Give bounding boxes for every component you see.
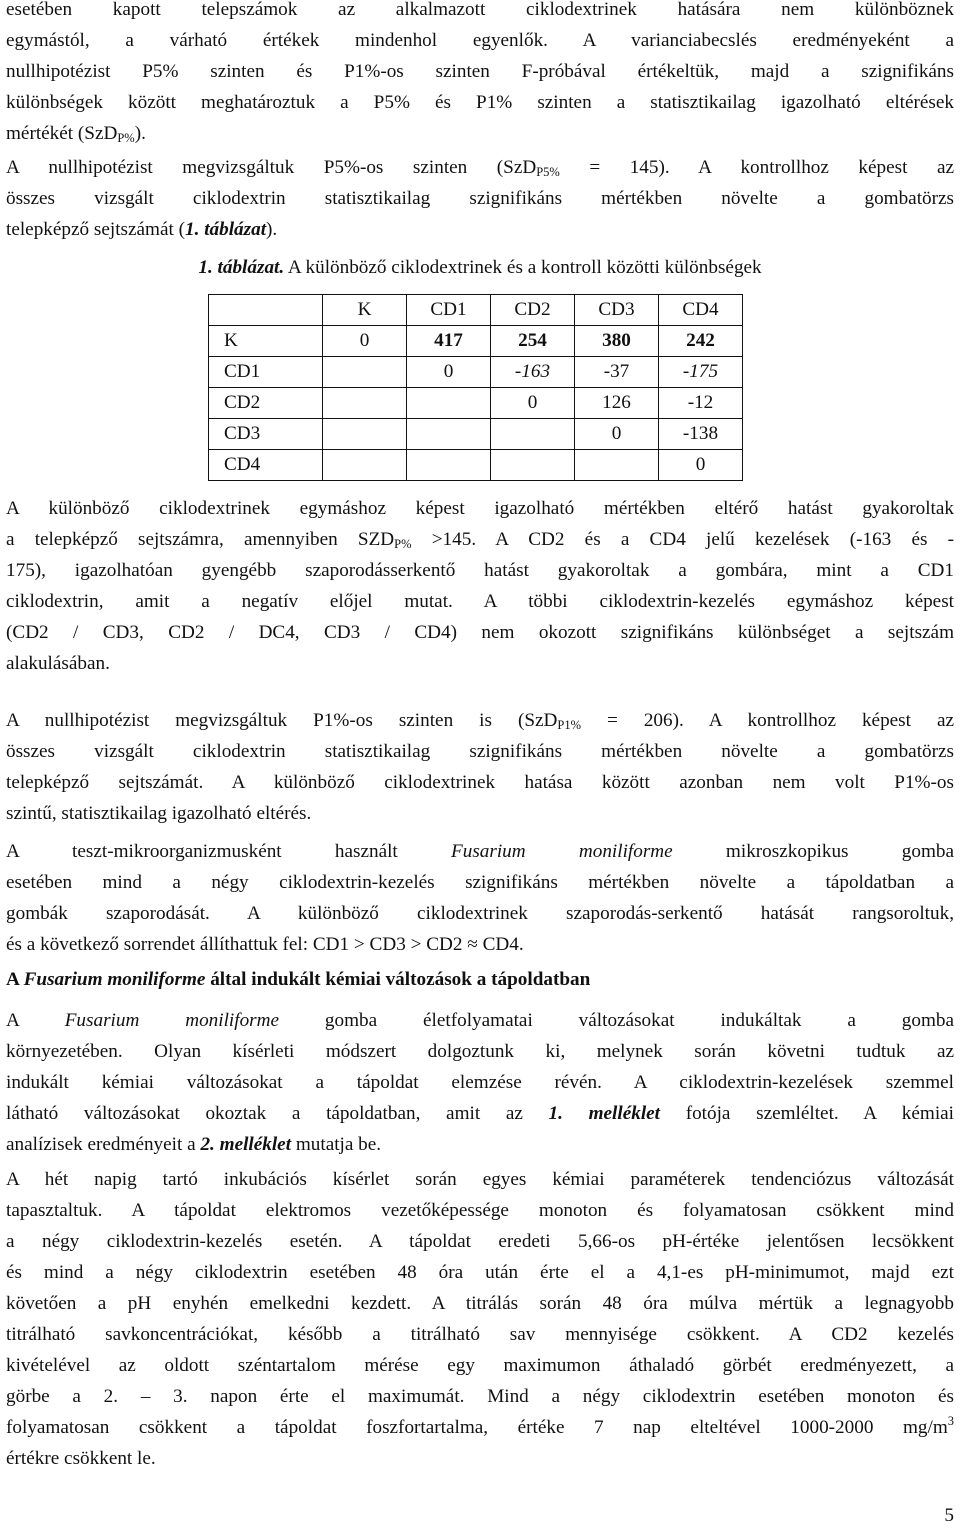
paragraph-p5-test <box>6 152 954 245</box>
superscript: 3 <box>947 1414 954 1428</box>
table-cell: -12 <box>659 388 743 419</box>
section-heading <box>6 964 954 995</box>
table-cell: -175 <box>659 357 743 388</box>
column-header: CD4 <box>659 295 743 326</box>
text-line <box>6 1412 954 1443</box>
table-cell <box>323 357 407 388</box>
paragraph-variance <box>6 0 954 149</box>
text-line <box>6 214 954 245</box>
table-row <box>209 419 743 450</box>
table-cell <box>323 419 407 450</box>
subscript: P1% <box>557 718 582 732</box>
text-line: szintű, statisztikailag igazolható eltérés. <box>6 803 312 824</box>
table-cell: 0 <box>323 326 407 357</box>
text-run: mutatja be. <box>291 1134 382 1155</box>
text-line: indukált kémiai változásokat a tápoldat elemzése révén. A ciklodextrin-kezelések szemmel <box>6 1072 954 1093</box>
column-header: CD1 <box>407 295 491 326</box>
text-run: analízisek eredményeit a <box>6 1134 201 1155</box>
text-line: esetében mind a négy ciklodextrin-kezelés szignifikáns mértékben növelte a tápoldatban a <box>6 872 954 893</box>
table-cell: 0 <box>659 450 743 481</box>
table-cell: -138 <box>659 419 743 450</box>
heading-line <box>6 964 954 995</box>
paragraph-fusarium-growth <box>6 836 954 960</box>
text-line: alakulásában. <box>6 653 110 674</box>
text-line: A hét napig tartó inkubációs kísérlet során egyes kémiai paraméterek tendenciózus változását <box>6 1169 954 1190</box>
row-header: CD1 <box>209 357 323 388</box>
text-run: A nullhipotézist megvizsgáltuk P1%-os szinten is (SzD <box>6 710 558 731</box>
text-run: folyamatosan csökkent a tápoldat foszfortartalma, értéke 7 nap elteltével 1000-2000 mg/m <box>6 1417 948 1438</box>
text-line: értékre csökkent le. <box>6 1448 156 1469</box>
text-run: ). <box>266 219 278 240</box>
text-run: = 206). A kontrollhoz képest az <box>581 710 954 731</box>
text-line: görbe a 2. – 3. napon érte el maximumát. Mind a négy ciklodextrin esetében monoton és <box>6 1386 954 1407</box>
table-cell: 417 <box>407 326 491 357</box>
text-run: ). <box>134 123 146 144</box>
table-cell <box>491 419 575 450</box>
text-line: a négy ciklodextrin-kezelés esetén. A tápoldat eredeti 5,66-os pH-értéke jelentősen lecsökkent <box>6 1231 954 1252</box>
text-run: = 145). A kontrollhoz képest az <box>559 157 955 178</box>
table-caption <box>6 252 954 283</box>
text-run: A teszt-mikroorganizmusként használt <box>6 841 451 862</box>
text-run: telepképző sejtszámát ( <box>6 219 186 240</box>
text-line: kivételével az oldott széntartalom mérése egy maximumon áthaladó görbét eredményezett, a <box>6 1355 954 1376</box>
table-cell <box>491 450 575 481</box>
subscript: P% <box>394 537 412 551</box>
table-cell: 126 <box>575 388 659 419</box>
text-line: A különböző ciklodextrinek egymáshoz képest igazolható mértékben eltérő hatást gyakoroltak <box>6 498 954 519</box>
table-reference: 1. táblázat <box>185 219 267 240</box>
text-line: összes vizsgált ciklodextrin statisztikailag szignifikáns mértékben növelte a gombatörzs <box>6 741 954 762</box>
difference-table <box>208 294 743 481</box>
text-run: mértékét (SzD <box>6 123 118 144</box>
text-line: egymástól, a várható értékek mindenhol egyenlők. A varianciabecslés eredményeként a <box>6 30 954 51</box>
table-cell <box>407 388 491 419</box>
table-cell: 380 <box>575 326 659 357</box>
text-line: 175), igazolhatóan gyengébb szaporodásserkentő hatást gyakoroltak a gombára, mint a CD1 <box>6 560 954 581</box>
text-line: környezetében. Olyan kísérleti módszert dolgoztunk ki, melynek során követni tudtuk az <box>6 1041 954 1062</box>
text-line: és mind a négy ciklodextrin esetében 48 óra után érte el a 4,1-es pH-minimumot, majd ezt <box>6 1262 954 1283</box>
species-name: Fusarium moniliforme <box>23 969 206 990</box>
text-run: gomba életfolyamatai változásokat indukáltak a gomba <box>279 1010 954 1031</box>
row-header: CD3 <box>209 419 323 450</box>
text-run: mikroszkopikus gomba <box>672 841 954 862</box>
text-line <box>6 524 954 555</box>
text-line: (CD2 / CD3, CD2 / DC4, CD3 / CD4) nem okozott szignifikáns különbséget a sejtszám <box>6 622 954 643</box>
text-line: gombák szaporodását. A különböző ciklodextrinek szaporodás-serkentő hatását rangsoroltuk, <box>6 903 954 924</box>
caption-text: A különböző ciklodextrinek és a kontroll közötti különbségek <box>284 257 762 278</box>
text-line: tapasztaltuk. A tápoldat elektromos vezetőképessége monoton és folyamatosan csökkent mind <box>6 1200 954 1221</box>
table-cell <box>407 419 491 450</box>
table-row <box>209 450 743 481</box>
text-line: telepképző sejtszámát. A különböző ciklodextrinek hatása között azonban nem volt P1%-os <box>6 772 954 793</box>
paragraph-incubation <box>6 1164 954 1474</box>
row-header: CD2 <box>209 388 323 419</box>
text-line: különbségek között meghatároztuk a P5% és P1% szinten a statisztikailag igazolható eltérések <box>6 92 954 113</box>
paragraph-chemical-changes <box>6 1005 954 1160</box>
text-line <box>6 1098 954 1129</box>
text-line <box>6 705 954 736</box>
column-header: CD3 <box>575 295 659 326</box>
text-line: titrálható savkoncentrációkat, később a titrálható sav mennyisége csökkent. A CD2 kezelés <box>6 1324 954 1345</box>
text-line <box>6 118 954 149</box>
subscript: P% <box>117 131 135 145</box>
text-line: nullhipotézist P5% szinten és P1%-os szinten F-próbával értékeltük, majd a szignifikáns <box>6 61 954 82</box>
text-line: és a következő sorrendet állíthattuk fel: CD1 > CD3 > CD2 ≈ CD4. <box>6 934 524 955</box>
text-line <box>6 152 954 183</box>
text-line: esetében kapott telepszámok az alkalmazott ciklodextrinek hatására nem különböznek <box>6 0 954 20</box>
table-row <box>209 357 743 388</box>
column-header: CD2 <box>491 295 575 326</box>
table-cell: 0 <box>575 419 659 450</box>
caption-label: 1. táblázat. <box>198 257 285 278</box>
table-cell <box>323 388 407 419</box>
text-line <box>6 836 954 867</box>
subscript: P5% <box>536 165 560 179</box>
table-row <box>209 326 743 357</box>
table-header-row <box>209 295 743 326</box>
species-name: Fusarium moniliforme <box>451 841 673 862</box>
text-line <box>6 1005 954 1036</box>
table-cell: 0 <box>491 388 575 419</box>
table-cell: 242 <box>659 326 743 357</box>
text-run: A <box>6 1010 65 1031</box>
text-run: fotója szemléltet. A kémiai <box>660 1103 954 1124</box>
text-run: A nullhipotézist megvizsgáltuk P5%-os szinten (SzD <box>6 157 537 178</box>
table-cell: 0 <box>407 357 491 388</box>
text-run: által indukált kémiai változások a tápoldatban <box>205 969 591 990</box>
table-cell <box>407 450 491 481</box>
table-corner-cell <box>209 295 323 326</box>
table-cell <box>323 450 407 481</box>
text-line: követően a pH enyhén emelkedni kezdett. A titrálás során 48 óra múlva mértük a legnagyobb <box>6 1293 954 1314</box>
text-line <box>6 252 954 283</box>
text-run: >145. A CD2 és a CD4 jelű kezelések (-163 és - <box>411 529 955 550</box>
row-header: K <box>209 326 323 357</box>
table-row <box>209 388 743 419</box>
appendix-reference: 2. melléklet <box>200 1134 292 1155</box>
column-header: K <box>323 295 407 326</box>
text-line <box>6 1129 954 1160</box>
table-cell: 254 <box>491 326 575 357</box>
text-line: összes vizsgált ciklodextrin statisztikailag szignifikáns mértékben növelte a gombatörzs <box>6 188 954 209</box>
text-run: a telepképző sejtszámra, amennyiben SZD <box>6 529 395 550</box>
species-name: Fusarium moniliforme <box>64 1010 280 1031</box>
text-line: ciklodextrin, amit a negatív előjel mutat. A többi ciklodextrin-kezelés egymáshoz képest <box>6 591 954 612</box>
table-cell: -37 <box>575 357 659 388</box>
text-run: A <box>6 969 24 990</box>
row-header: CD4 <box>209 450 323 481</box>
paragraph-differences <box>6 493 954 679</box>
text-run: látható változásokat okoztak a tápoldatban, amit az <box>6 1103 549 1124</box>
paragraph-p1-test <box>6 705 954 829</box>
table-cell: -163 <box>491 357 575 388</box>
appendix-reference: 1. melléklet <box>548 1103 661 1124</box>
table-cell <box>575 450 659 481</box>
page-number: 5 <box>944 1505 954 1526</box>
